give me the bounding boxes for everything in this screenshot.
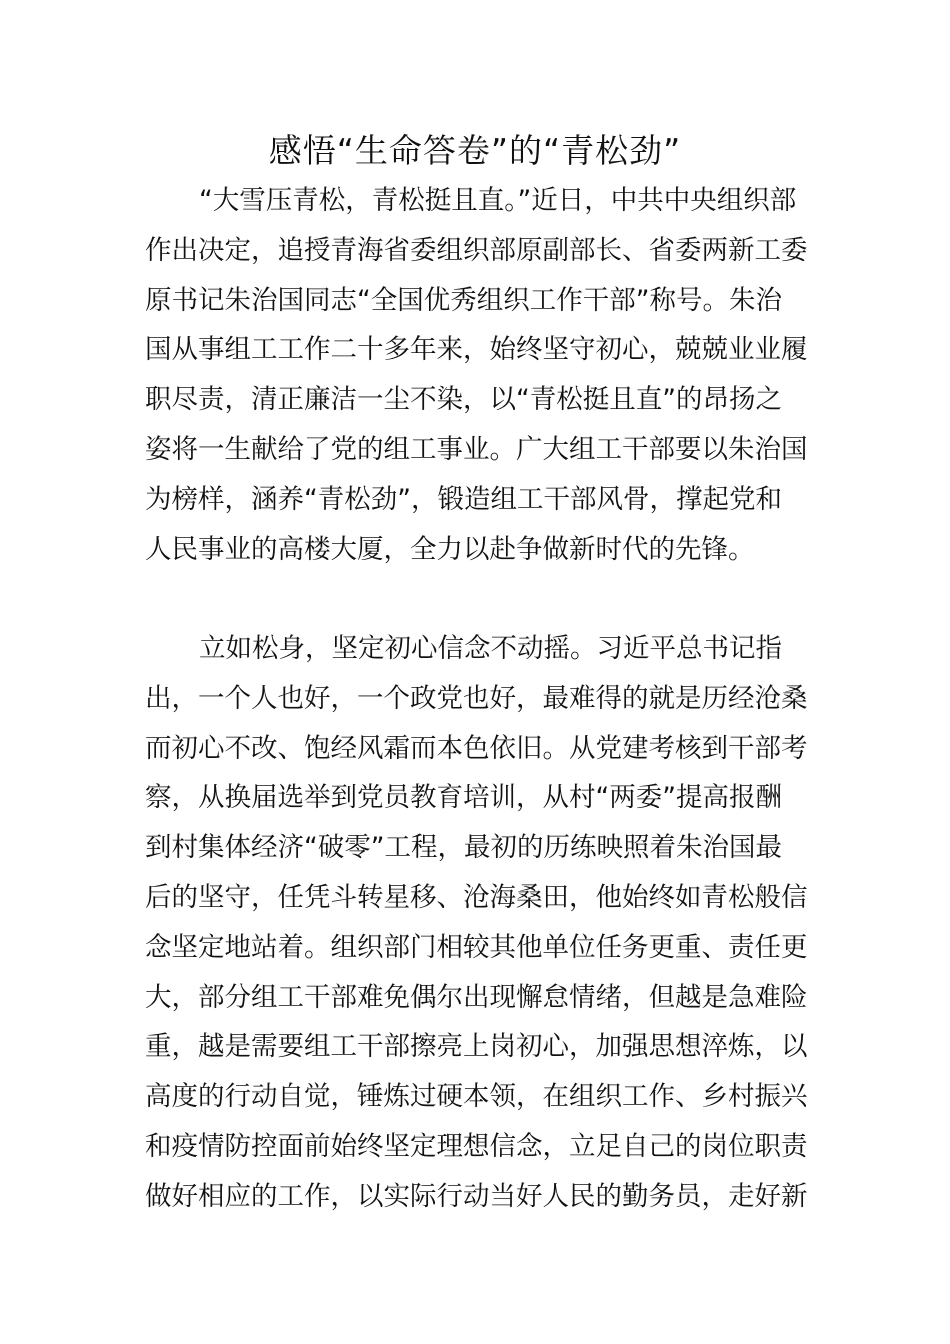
text-line: 国从事组工工作二十多年来，始终坚守初心，兢兢业业履 xyxy=(145,334,808,366)
text-line: 为榜样，涵养“青松劲”，锻造组工干部风骨，撑起党和 xyxy=(145,483,782,515)
text-line: 后的坚守，任凭斗转星移、沧海桑田，他始终如青松般信 xyxy=(145,881,808,913)
paragraph-2 xyxy=(145,624,815,1222)
text-line: 出，一个人也好，一个政党也好，最难得的就是历经沧桑 xyxy=(145,682,808,714)
text-line: 到村集体经济“破零”工程，最初的历练映照着朱治国最 xyxy=(145,832,782,864)
text-line: 做好相应的工作，以实际行动当好人民的勤务员，走好新 xyxy=(145,1180,808,1212)
text-line: 职尽责，清正廉洁一尘不染，以“青松挺且直”的昂扬之 xyxy=(145,384,782,416)
text-line: 大，部分组工干部难免偶尔出现懈怠情绪，但越是急难险 xyxy=(145,981,808,1013)
text-line: 念坚定地站着。组织部门相较其他单位任务更重、责任更 xyxy=(145,931,808,963)
paragraph-1 xyxy=(145,176,815,574)
text-line: 而初心不改、饱经风霜而本色依旧。从党建考核到干部考 xyxy=(145,732,808,764)
text-line: 和疫情防控面前始终坚定理想信念，立足自己的岗位职责 xyxy=(145,1130,808,1162)
text-line: 立如松身，坚定初心信念不动摇。习近平总书记指 xyxy=(199,633,782,664)
text-line: “大雪压青松，青松挺且直。”近日，中共中央组织部 xyxy=(199,185,797,216)
text-line: 原书记朱治国同志“全国优秀组织工作干部”称号。朱治 xyxy=(145,284,782,316)
text-line: 作出决定，追授青海省委组织部原副部长、省委两新工委 xyxy=(145,234,808,266)
text-line: 重，越是需要组工干部擦亮上岗初心，加强思想淬炼，以 xyxy=(145,1031,808,1063)
document-title: 感悟“生命答卷”的“青松劲” xyxy=(268,131,682,170)
text-line: 高度的行动自觉，锤炼过硬本领，在组织工作、乡村振兴 xyxy=(145,1081,808,1113)
text-line: 人民事业的高楼大厦，全力以赴争做新时代的先锋。 xyxy=(145,533,755,565)
text-line: 姿将一生献给了党的组工事业。广大组工干部要以朱治国 xyxy=(145,433,808,465)
text-line: 察，从换届选举到党员教育培训，从村“两委”提高报酬 xyxy=(145,782,782,814)
